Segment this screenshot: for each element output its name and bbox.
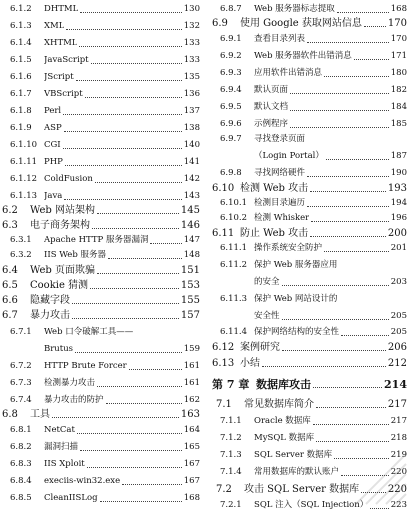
toc-entry-page: 133 <box>183 55 200 65</box>
watermark-lines-icon <box>351 439 411 509</box>
toc-entry-number: 6.8.5 <box>10 493 32 503</box>
toc-leader-dots <box>364 26 386 27</box>
toc-entry-number: 6.11.4 <box>220 327 248 337</box>
toc-entry-title: Brutus <box>44 344 74 354</box>
toc-entry-page: 193 <box>387 183 407 194</box>
toc-entry-page: 151 <box>180 265 200 276</box>
toc-entry-page: 165 <box>183 442 200 452</box>
toc-entry-title: ASP <box>44 123 62 133</box>
toc-leader-dots <box>282 319 389 320</box>
toc-entry-page: 206 <box>387 342 407 353</box>
toc-entry-title: 保护 Web 网站设计的 <box>254 294 338 304</box>
toc-entry-number: 7.2.1 <box>220 500 242 510</box>
toc-entry-page: 200 <box>387 228 407 239</box>
toc-entry-page: 220 <box>387 484 407 495</box>
toc-entry-number: 7.1.2 <box>220 433 242 443</box>
toc-entry-number: 6.1.4 <box>10 38 32 48</box>
toc-leader-dots <box>313 424 389 425</box>
toc-entry-page: 212 <box>387 358 407 369</box>
toc-entry <box>220 167 407 180</box>
toc-entry-title: VBScript <box>44 89 83 99</box>
toc-entry-page: 190 <box>390 168 407 178</box>
toc-entry <box>10 3 200 16</box>
toc-entry-page: 180 <box>390 68 407 78</box>
toc-entry-number: 6.7.4 <box>10 395 32 405</box>
toc-entry-title: 常用数据库的默认账户 <box>254 467 340 477</box>
toc-entry-title: 寻找网络硬件 <box>254 168 306 178</box>
toc-leader-dots <box>290 127 389 128</box>
toc-entry-title: IIS Xploit <box>44 459 85 469</box>
toc-entry-page: 219 <box>390 450 407 460</box>
toc-entry-number: 7.1.3 <box>220 450 242 460</box>
toc-entry-number: 7.2 <box>216 484 232 495</box>
toc-entry-title: SQL 注入（SQL Injection） <box>254 500 369 510</box>
toc-entry <box>2 279 200 292</box>
toc-leader-dots <box>90 288 179 289</box>
toc-leader-dots <box>64 131 182 132</box>
toc-leader-dots <box>324 76 389 77</box>
toc-entry-number: 6.3.2 <box>10 250 32 260</box>
toc-entry-page: 161 <box>183 378 200 388</box>
toc-entry <box>10 475 200 488</box>
toc-entry <box>10 20 200 33</box>
toc-leader-dots <box>290 93 389 94</box>
toc-entry-title: 应用软件出错消息 <box>254 68 323 78</box>
toc-entry-number: 6.8.2 <box>10 442 32 452</box>
toc-leader-dots <box>95 182 182 183</box>
toc-leader-dots <box>52 417 179 418</box>
toc-entry-page: 214 <box>384 378 407 391</box>
toc-entry <box>10 88 200 101</box>
toc-entry-title: 电子商务架构 <box>30 220 90 231</box>
toc-entry <box>10 54 200 67</box>
toc-entry-title: 默认页面 <box>254 85 289 95</box>
toc-entry-title: NetCat <box>44 425 75 435</box>
toc-entry-title: 数据库攻击 <box>256 378 311 391</box>
toc-leader-dots <box>91 63 182 64</box>
toc-leader-dots <box>72 303 179 304</box>
toc-entry-title: 漏洞扫描 <box>44 442 79 452</box>
toc-leader-dots <box>97 213 179 214</box>
toc-leader-dots <box>337 12 389 13</box>
toc-entry-page: 196 <box>390 213 407 223</box>
toc-leader-dots <box>76 80 182 81</box>
toc-entry-number: 6.10.1 <box>220 198 248 208</box>
toc-leader-dots <box>79 46 181 47</box>
toc-entry <box>10 173 200 186</box>
toc-entry-title: XML <box>44 21 65 31</box>
toc-entry <box>216 398 407 411</box>
toc-entry-title: execiis-win32.exe <box>44 476 121 486</box>
toc-entry-title: Web 网站架构 <box>30 205 95 216</box>
toc-entry-number: 6.1.10 <box>10 140 38 150</box>
toc-entry-number: 6.1.13 <box>10 191 38 201</box>
toc-entry <box>212 378 407 391</box>
toc-entry-title: 隐藏字段 <box>30 295 70 306</box>
toc-entry <box>254 150 407 163</box>
toc-entry <box>2 219 200 232</box>
toc-entry <box>212 341 407 354</box>
toc-entry-title: ColdFusion <box>44 174 93 184</box>
toc-entry-number: 6.8.1 <box>10 425 32 435</box>
toc-entry-number: 7.1.1 <box>220 416 242 426</box>
toc-entry <box>10 441 200 454</box>
toc-leader-dots <box>64 199 181 200</box>
toc-leader-dots <box>311 221 389 222</box>
toc-entry-title: 默认文档 <box>254 102 289 112</box>
toc-entry-title: 小结 <box>240 358 260 369</box>
toc-leader-dots <box>80 450 182 451</box>
toc-entry-page: 187 <box>390 151 407 161</box>
toc-entry-number: 第 7 章 <box>212 378 250 391</box>
toc-entry-title: 暴力攻击的防护 <box>44 395 104 405</box>
toc-entry-title: 寻找登录页面 <box>254 134 306 144</box>
toc-leader-dots <box>80 12 182 13</box>
toc-entry-page: 184 <box>390 102 407 112</box>
toc-entry-page: 130 <box>183 4 200 14</box>
toc-entry-number: 6.8 <box>2 409 18 420</box>
toc-entry <box>10 394 200 407</box>
toc-entry-title: 安全性 <box>254 311 280 321</box>
toc-entry-page: 185 <box>390 119 407 129</box>
toc-entry <box>10 190 200 203</box>
toc-entry-number: 6.8.4 <box>10 476 32 486</box>
toc-leader-dots <box>77 433 182 434</box>
toc-leader-dots <box>100 501 182 502</box>
toc-entry-number: 6.7 <box>2 310 18 321</box>
toc-entry-page: 205 <box>390 327 407 337</box>
toc-entry-page: 167 <box>183 459 200 469</box>
toc-entry-page: 163 <box>180 409 200 420</box>
toc-entry-page: 135 <box>183 72 200 82</box>
toc-entry-number: 6.2 <box>2 205 18 216</box>
toc-entry-page: 170 <box>387 18 407 29</box>
toc-entry-title: 案例研究 <box>240 342 280 353</box>
toc-leader-dots <box>262 366 386 367</box>
toc-entry <box>254 310 407 323</box>
toc-entry <box>10 458 200 471</box>
toc-entry-number: 6.9.1 <box>220 34 242 44</box>
toc-entry-number: 6.11.1 <box>220 243 248 253</box>
toc-entry-number: 6.11 <box>212 228 235 239</box>
toc-entry <box>2 294 200 307</box>
toc-entry <box>220 133 407 146</box>
toc-entry <box>220 326 407 339</box>
toc-leader-dots <box>122 484 182 485</box>
toc-entry-page: 168 <box>390 4 407 14</box>
toc-leader-dots <box>282 350 386 351</box>
toc-entry-number: 6.1.12 <box>10 174 38 184</box>
toc-entry <box>212 357 407 370</box>
toc-entry <box>220 259 407 272</box>
toc-entry <box>10 326 200 339</box>
toc-entry-number: 6.1.2 <box>10 4 32 14</box>
toc-entry-title: 保护 Web 服务器应用 <box>254 260 338 270</box>
toc-entry-number: 6.7.3 <box>10 378 32 388</box>
toc-entry-page: 201 <box>390 243 407 253</box>
toc-entry-number: 6.3.1 <box>10 235 32 245</box>
toc-entry-page: 217 <box>390 416 407 426</box>
toc-entry <box>220 101 407 114</box>
toc-leader-dots <box>108 258 182 259</box>
toc-entry <box>212 17 407 30</box>
toc-entry-title: Perl <box>44 106 62 116</box>
toc-entry-title: 检测 Whisker <box>254 213 310 223</box>
toc-entry <box>2 408 200 421</box>
toc-entry-title: PHP <box>44 157 63 167</box>
toc-entry-title: 示例程序 <box>254 119 289 129</box>
toc-entry-title: 检测 Web 攻击 <box>240 183 309 194</box>
toc-entry-page: 141 <box>183 157 200 167</box>
toc-entry <box>254 276 407 289</box>
toc-entry-page: 217 <box>387 399 407 410</box>
toc-entry-number: 6.1.6 <box>10 72 32 82</box>
toc-entry-page: 223 <box>390 500 407 510</box>
toc-entry-title: 保护网络结构的安全性 <box>254 327 340 337</box>
toc-entry-title: JavaScript <box>44 55 89 65</box>
toc-entry-title: 工具 <box>30 409 50 420</box>
toc-entry-number: 6.13 <box>212 358 235 369</box>
toc-entry-page: 146 <box>180 220 200 231</box>
toc-entry-number: 7.1 <box>216 399 232 410</box>
toc-leader-dots <box>313 387 382 388</box>
toc-entry <box>2 309 200 322</box>
toc-entry-page: 220 <box>390 467 407 477</box>
toc-leader-dots <box>63 114 182 115</box>
toc-entry-title: 查看目录列表 <box>254 34 306 44</box>
toc-entry <box>10 139 200 152</box>
toc-entry-title: 的安全 <box>254 277 280 287</box>
toc-entry-page: 194 <box>390 198 407 208</box>
toc-entry-page: 133 <box>183 38 200 48</box>
toc-entry-title: HTTP Brute Forcer <box>44 361 127 371</box>
toc-entry-page: 170 <box>390 34 407 44</box>
toc-entry-number: 6.1.7 <box>10 89 32 99</box>
toc-entry-number: 6.9.3 <box>220 68 242 78</box>
toc-entry-title: 常见数据库简介 <box>244 399 314 410</box>
toc-entry-title: 检测暴力攻击 <box>44 378 96 388</box>
toc-entry-number: 6.9.5 <box>220 102 242 112</box>
toc-entry <box>220 84 407 97</box>
toc-leader-dots <box>97 273 179 274</box>
toc-entry-page: 171 <box>390 51 407 61</box>
toc-entry-number: 6.7.2 <box>10 361 32 371</box>
toc-entry-page: 157 <box>180 310 200 321</box>
toc-entry-title: DHTML <box>44 4 79 14</box>
toc-entry-number: 6.7.1 <box>10 327 32 337</box>
toc-entry-page: 203 <box>390 277 407 287</box>
toc-entry-title: Java <box>44 191 63 201</box>
toc-entry-number: 6.4 <box>2 265 18 276</box>
toc-entry-title: （Login Portal） <box>254 151 324 161</box>
toc-entry-number: 6.6 <box>2 295 18 306</box>
toc-entry-number: 6.10.2 <box>220 213 248 223</box>
toc-entry <box>2 204 200 217</box>
toc-leader-dots <box>354 59 389 60</box>
toc-entry-title: Web 服务器标志提取 <box>254 4 335 14</box>
toc-entry <box>220 197 407 210</box>
toc-entry <box>2 264 200 277</box>
toc-entry <box>220 118 407 131</box>
toc-entry-title: Web 服务器软件出错消息 <box>254 51 352 61</box>
toc-entry-title: 暴力攻击 <box>30 310 70 321</box>
toc-entry-title: XHTML <box>44 38 78 48</box>
toc-entry-page: 153 <box>180 280 200 291</box>
toc-leader-dots <box>129 369 182 370</box>
toc-entry-title: Oracle 数据库 <box>254 416 311 426</box>
toc-entry-number: 6.8.7 <box>220 4 242 14</box>
toc-entry <box>44 343 200 356</box>
toc-entry-number: 6.9.8 <box>220 168 242 178</box>
toc-leader-dots <box>307 42 389 43</box>
toc-entry-title: MySQL 数据库 <box>254 433 315 443</box>
toc-entry-number: 6.5 <box>2 280 18 291</box>
toc-leader-dots <box>316 407 386 408</box>
toc-entry-page: 140 <box>183 140 200 150</box>
toc-entry-title: 检测目录遍历 <box>254 198 306 208</box>
toc-entry <box>220 415 407 428</box>
toc-entry-number: 6.1.5 <box>10 55 32 65</box>
toc-entry-number: 6.12 <box>212 342 235 353</box>
toc-entry-number: 6.3 <box>2 220 18 231</box>
toc-leader-dots <box>97 386 182 387</box>
toc-entry <box>220 33 407 46</box>
toc-entry-page: 161 <box>183 361 200 371</box>
toc-entry-number: 6.11.2 <box>220 260 248 270</box>
toc-entry <box>10 156 200 169</box>
toc-entry-page: 145 <box>180 205 200 216</box>
toc-leader-dots <box>106 403 182 404</box>
toc-entry-page: 147 <box>183 235 200 245</box>
toc-entry-page: 218 <box>390 433 407 443</box>
toc-entry <box>10 360 200 373</box>
toc-entry <box>10 377 200 390</box>
toc-entry-page: 142 <box>183 174 200 184</box>
toc-entry-number: 6.9.7 <box>220 134 242 144</box>
toc-entry <box>220 212 407 225</box>
toc-entry <box>212 182 407 195</box>
toc-entry-number: 6.1.3 <box>10 21 32 31</box>
toc-entry <box>10 424 200 437</box>
toc-entry-title: 防止 Web 攻击 <box>240 228 309 239</box>
toc-leader-dots <box>72 318 179 319</box>
toc-entry-number: 7.1.4 <box>220 467 242 477</box>
toc-entry <box>10 249 200 262</box>
toc-leader-dots <box>63 148 182 149</box>
toc-entry-number: 6.8.3 <box>10 459 32 469</box>
toc-leader-dots <box>326 159 389 160</box>
toc-leader-dots <box>310 236 386 237</box>
toc-entry-page: 143 <box>183 191 200 201</box>
toc-entry-title: 操作系统安全防护 <box>254 243 323 253</box>
toc-entry <box>10 492 200 505</box>
toc-entry-title: CleanIISLog <box>44 493 98 503</box>
toc-leader-dots <box>324 251 389 252</box>
toc-entry-number: 6.9.6 <box>220 119 242 129</box>
toc-entry <box>10 234 200 247</box>
toc-entry-page: 167 <box>183 476 200 486</box>
toc-entry-page: 137 <box>183 106 200 116</box>
toc-entry-title: IIS Web 服务器 <box>44 250 106 260</box>
toc-leader-dots <box>341 335 389 336</box>
toc-leader-dots <box>66 29 181 30</box>
toc-entry-title: SQL Server 数据库 <box>254 450 333 460</box>
toc-leader-dots <box>150 243 181 244</box>
toc-entry <box>10 37 200 50</box>
toc-leader-dots <box>87 467 182 468</box>
toc-entry-number: 6.1.8 <box>10 106 32 116</box>
toc-entry-number: 6.9.2 <box>220 51 242 61</box>
toc-entry-page: 148 <box>183 250 200 260</box>
toc-entry <box>220 67 407 80</box>
toc-entry <box>10 71 200 84</box>
toc-entry-title: 使用 Google 获取网站信息 <box>240 18 362 29</box>
toc-entry-page: 136 <box>183 89 200 99</box>
toc-leader-dots <box>75 352 182 353</box>
toc-entry-title: JScript <box>44 72 74 82</box>
toc-entry-title: Web 页面欺骗 <box>30 265 95 276</box>
toc-entry <box>10 122 200 135</box>
toc-leader-dots <box>290 110 389 111</box>
toc-entry-title: Cookie 猜测 <box>30 280 89 291</box>
toc-entry <box>220 50 407 63</box>
toc-entry <box>212 227 407 240</box>
toc-leader-dots <box>307 206 389 207</box>
toc-entry-title: Web 口令破解工具—— <box>44 327 134 337</box>
toc-entry-title: 攻击 SQL Server 数据库 <box>244 484 360 495</box>
toc-entry-number: 6.11.3 <box>220 294 248 304</box>
toc-entry-title: CGI <box>44 140 61 150</box>
toc-entry-number: 6.1.11 <box>10 157 38 167</box>
toc-entry-page: 159 <box>183 344 200 354</box>
toc-entry-page: 162 <box>183 395 200 405</box>
toc-entry <box>220 242 407 255</box>
toc-entry <box>10 105 200 118</box>
toc-entry <box>220 3 407 16</box>
toc-entry-page: 205 <box>390 311 407 321</box>
toc-entry-page: 164 <box>183 425 200 435</box>
toc-leader-dots <box>282 285 389 286</box>
toc-leader-dots <box>310 191 386 192</box>
toc-entry-number: 6.9.4 <box>220 85 242 95</box>
toc-leader-dots <box>307 176 389 177</box>
toc-entry-page: 168 <box>183 493 200 503</box>
toc-entry-number: 6.10 <box>212 183 235 194</box>
toc-leader-dots <box>92 228 179 229</box>
toc-entry-page: 132 <box>183 21 200 31</box>
toc-entry-number: 6.1.9 <box>10 123 32 133</box>
toc-entry-page: 155 <box>180 295 200 306</box>
toc-leader-dots <box>85 97 182 98</box>
toc-leader-dots <box>65 165 182 166</box>
toc-entry-page: 182 <box>390 85 407 95</box>
toc-entry-page: 138 <box>183 123 200 133</box>
toc-entry-title: Apache HTTP 服务器漏洞 <box>44 235 149 245</box>
toc-entry <box>220 293 407 306</box>
toc-entry-number: 6.9 <box>212 18 228 29</box>
